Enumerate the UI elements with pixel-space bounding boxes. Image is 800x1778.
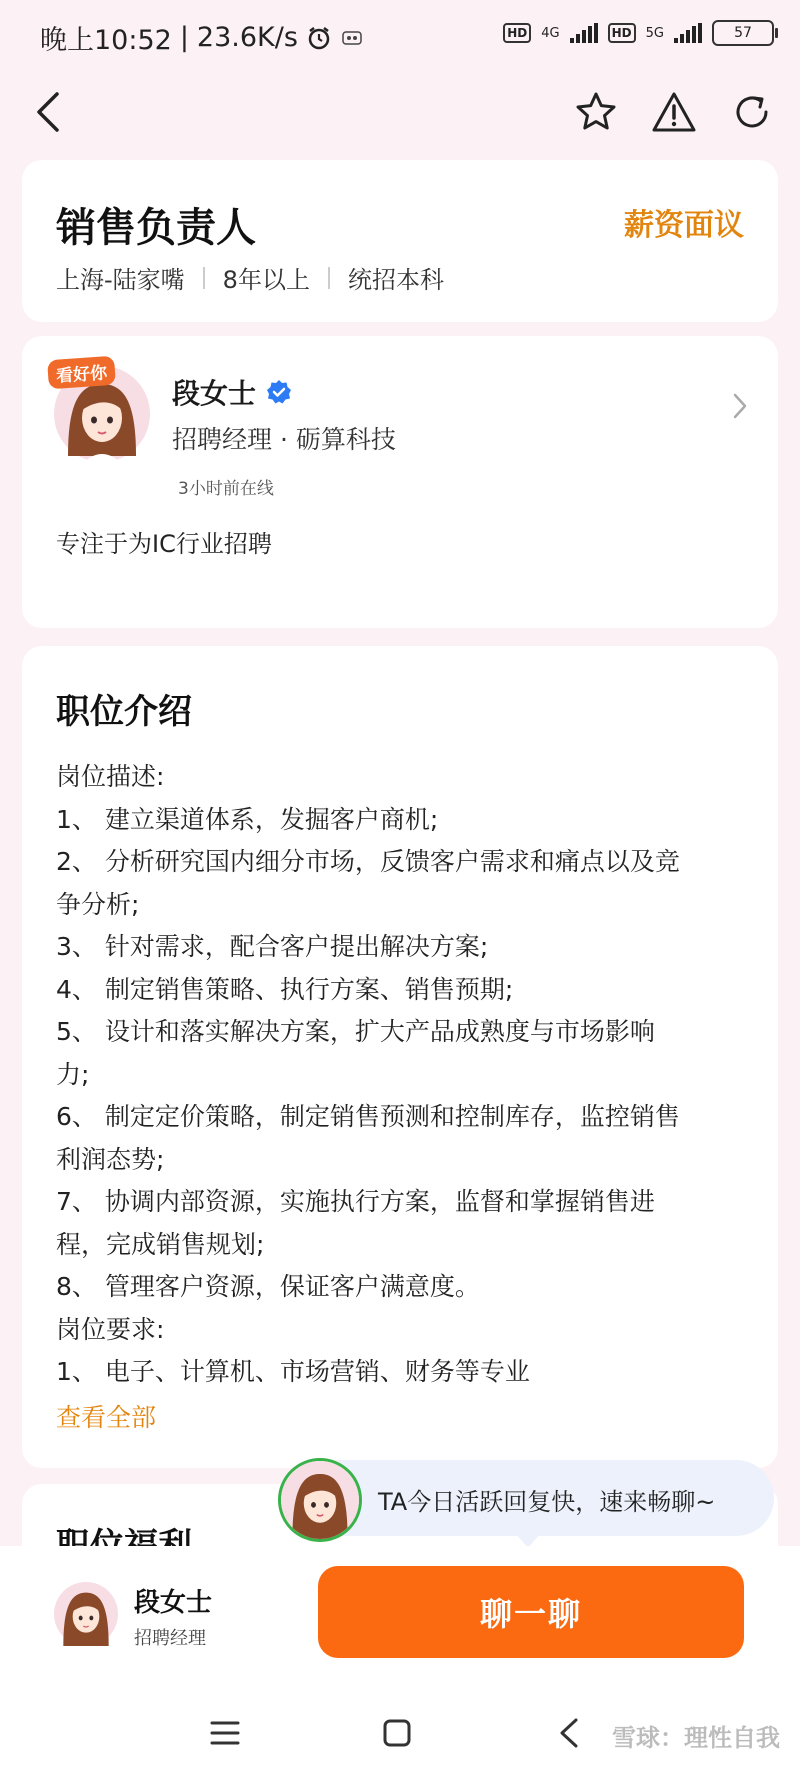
system-back-button[interactable]	[544, 1708, 594, 1758]
chevron-right-icon	[732, 392, 748, 420]
status-time: 晚上10:52	[40, 25, 172, 56]
online-status: 3小时前在线	[178, 479, 274, 499]
view-all-link[interactable]: 查看全部	[56, 1403, 157, 1432]
share-button[interactable]	[722, 82, 782, 142]
signal-bars-2-icon	[674, 23, 702, 43]
description-line: 力;	[56, 1059, 90, 1089]
status-right	[503, 20, 774, 46]
description-body	[56, 756, 752, 1394]
job-education: 统招本科	[347, 266, 444, 294]
verified-badge-icon	[266, 379, 292, 405]
recruiter-name-row	[172, 372, 292, 412]
bubble-avatar[interactable]	[278, 1458, 362, 1542]
chat-prompt-text: TA今日活跃回复快，速来畅聊~	[378, 1488, 716, 1516]
menu-icon	[210, 1720, 240, 1746]
meta-divider	[203, 267, 205, 289]
status-left	[40, 18, 364, 57]
home-button[interactable]	[372, 1708, 422, 1758]
sim2-type: 5G	[645, 25, 664, 41]
description-line: 2、 分析研究国内细分市场，反馈客户需求和痛点以及竞	[56, 847, 680, 876]
job-meta	[56, 260, 444, 295]
signal-bars-1-icon	[570, 23, 598, 43]
hd-badge-1: HD	[503, 23, 531, 43]
description-line: 7、 协调内部资源，实施执行方案，监督和掌握销售进	[56, 1187, 655, 1216]
back-button[interactable]	[18, 82, 78, 142]
description-line: 1、 建立渠道体系，发掘客户商机;	[56, 804, 439, 834]
description-line: 岗位描述:	[56, 762, 165, 791]
description-line: 争分析;	[56, 889, 140, 919]
description-line: 4、 制定销售策略、执行方案、销售预期;	[56, 974, 514, 1004]
description-line: 6、 制定定价策略，制定销售预测和控制库存，监控销售	[56, 1102, 680, 1131]
bottom-avatar[interactable]	[54, 1582, 118, 1646]
recruiter-name: 段女士	[172, 377, 257, 410]
description-line: 5、 设计和落实解决方案，扩大产品成熟度与市场影响	[56, 1017, 655, 1046]
system-nav-bar	[0, 1690, 800, 1778]
job-description-card	[22, 646, 778, 1468]
alarm-icon	[306, 25, 332, 51]
recruiter-card[interactable]	[22, 336, 778, 628]
menu-button[interactable]	[200, 1708, 250, 1758]
job-title: 销售负责人	[56, 205, 256, 251]
salary-label: 薪资面议	[624, 208, 744, 243]
status-divider: |	[179, 22, 189, 53]
status-bar	[0, 0, 800, 70]
battery-icon: 57	[712, 20, 774, 46]
hd-badge-2: HD	[608, 23, 636, 43]
app-notification-icon	[340, 26, 364, 50]
meta-divider	[328, 267, 330, 289]
star-icon	[574, 90, 618, 134]
recruiter-intro: 专注于为IC行业招聘	[56, 530, 272, 558]
watermark: 雪球：理性自我	[612, 1724, 780, 1752]
description-line: 利润态势;	[56, 1144, 165, 1174]
warning-icon	[651, 90, 697, 134]
description-line: 程，完成销售规划;	[56, 1229, 265, 1259]
chat-button[interactable]: 聊一聊	[318, 1566, 744, 1658]
description-line: 3、 针对需求，配合客户提出解决方案;	[56, 932, 489, 961]
top-nav	[0, 70, 800, 160]
description-line: 1、 电子、计算机、市场营销、财务等专业	[56, 1357, 530, 1386]
report-button[interactable]	[644, 82, 704, 142]
bottom-recruiter-name: 段女士	[134, 1588, 213, 1618]
bubble-avatar-image	[281, 1461, 359, 1539]
network-speed: 23.6K/s	[196, 22, 298, 53]
job-location: 上海-陆家嘴	[56, 266, 185, 294]
bottom-action-bar	[0, 1546, 800, 1690]
description-line: 岗位要求:	[56, 1314, 165, 1344]
favorite-button[interactable]	[566, 82, 626, 142]
share-icon	[730, 90, 774, 134]
bottom-recruiter-role: 招聘经理	[134, 1628, 206, 1649]
system-back-icon	[557, 1717, 581, 1749]
back-arrow-icon	[33, 90, 63, 134]
description-line: 8、 管理客户资源，保证客户满意度。	[56, 1272, 480, 1301]
recommend-badge: 看好你	[47, 356, 116, 390]
job-experience: 8年以上	[222, 266, 310, 294]
sim1-type: 4G	[541, 25, 560, 41]
job-title-card	[22, 160, 778, 322]
home-square-icon	[383, 1719, 411, 1747]
section-title-description: 职位介绍	[56, 692, 192, 732]
recruiter-role: 招聘经理 · 砺算科技	[172, 425, 396, 454]
